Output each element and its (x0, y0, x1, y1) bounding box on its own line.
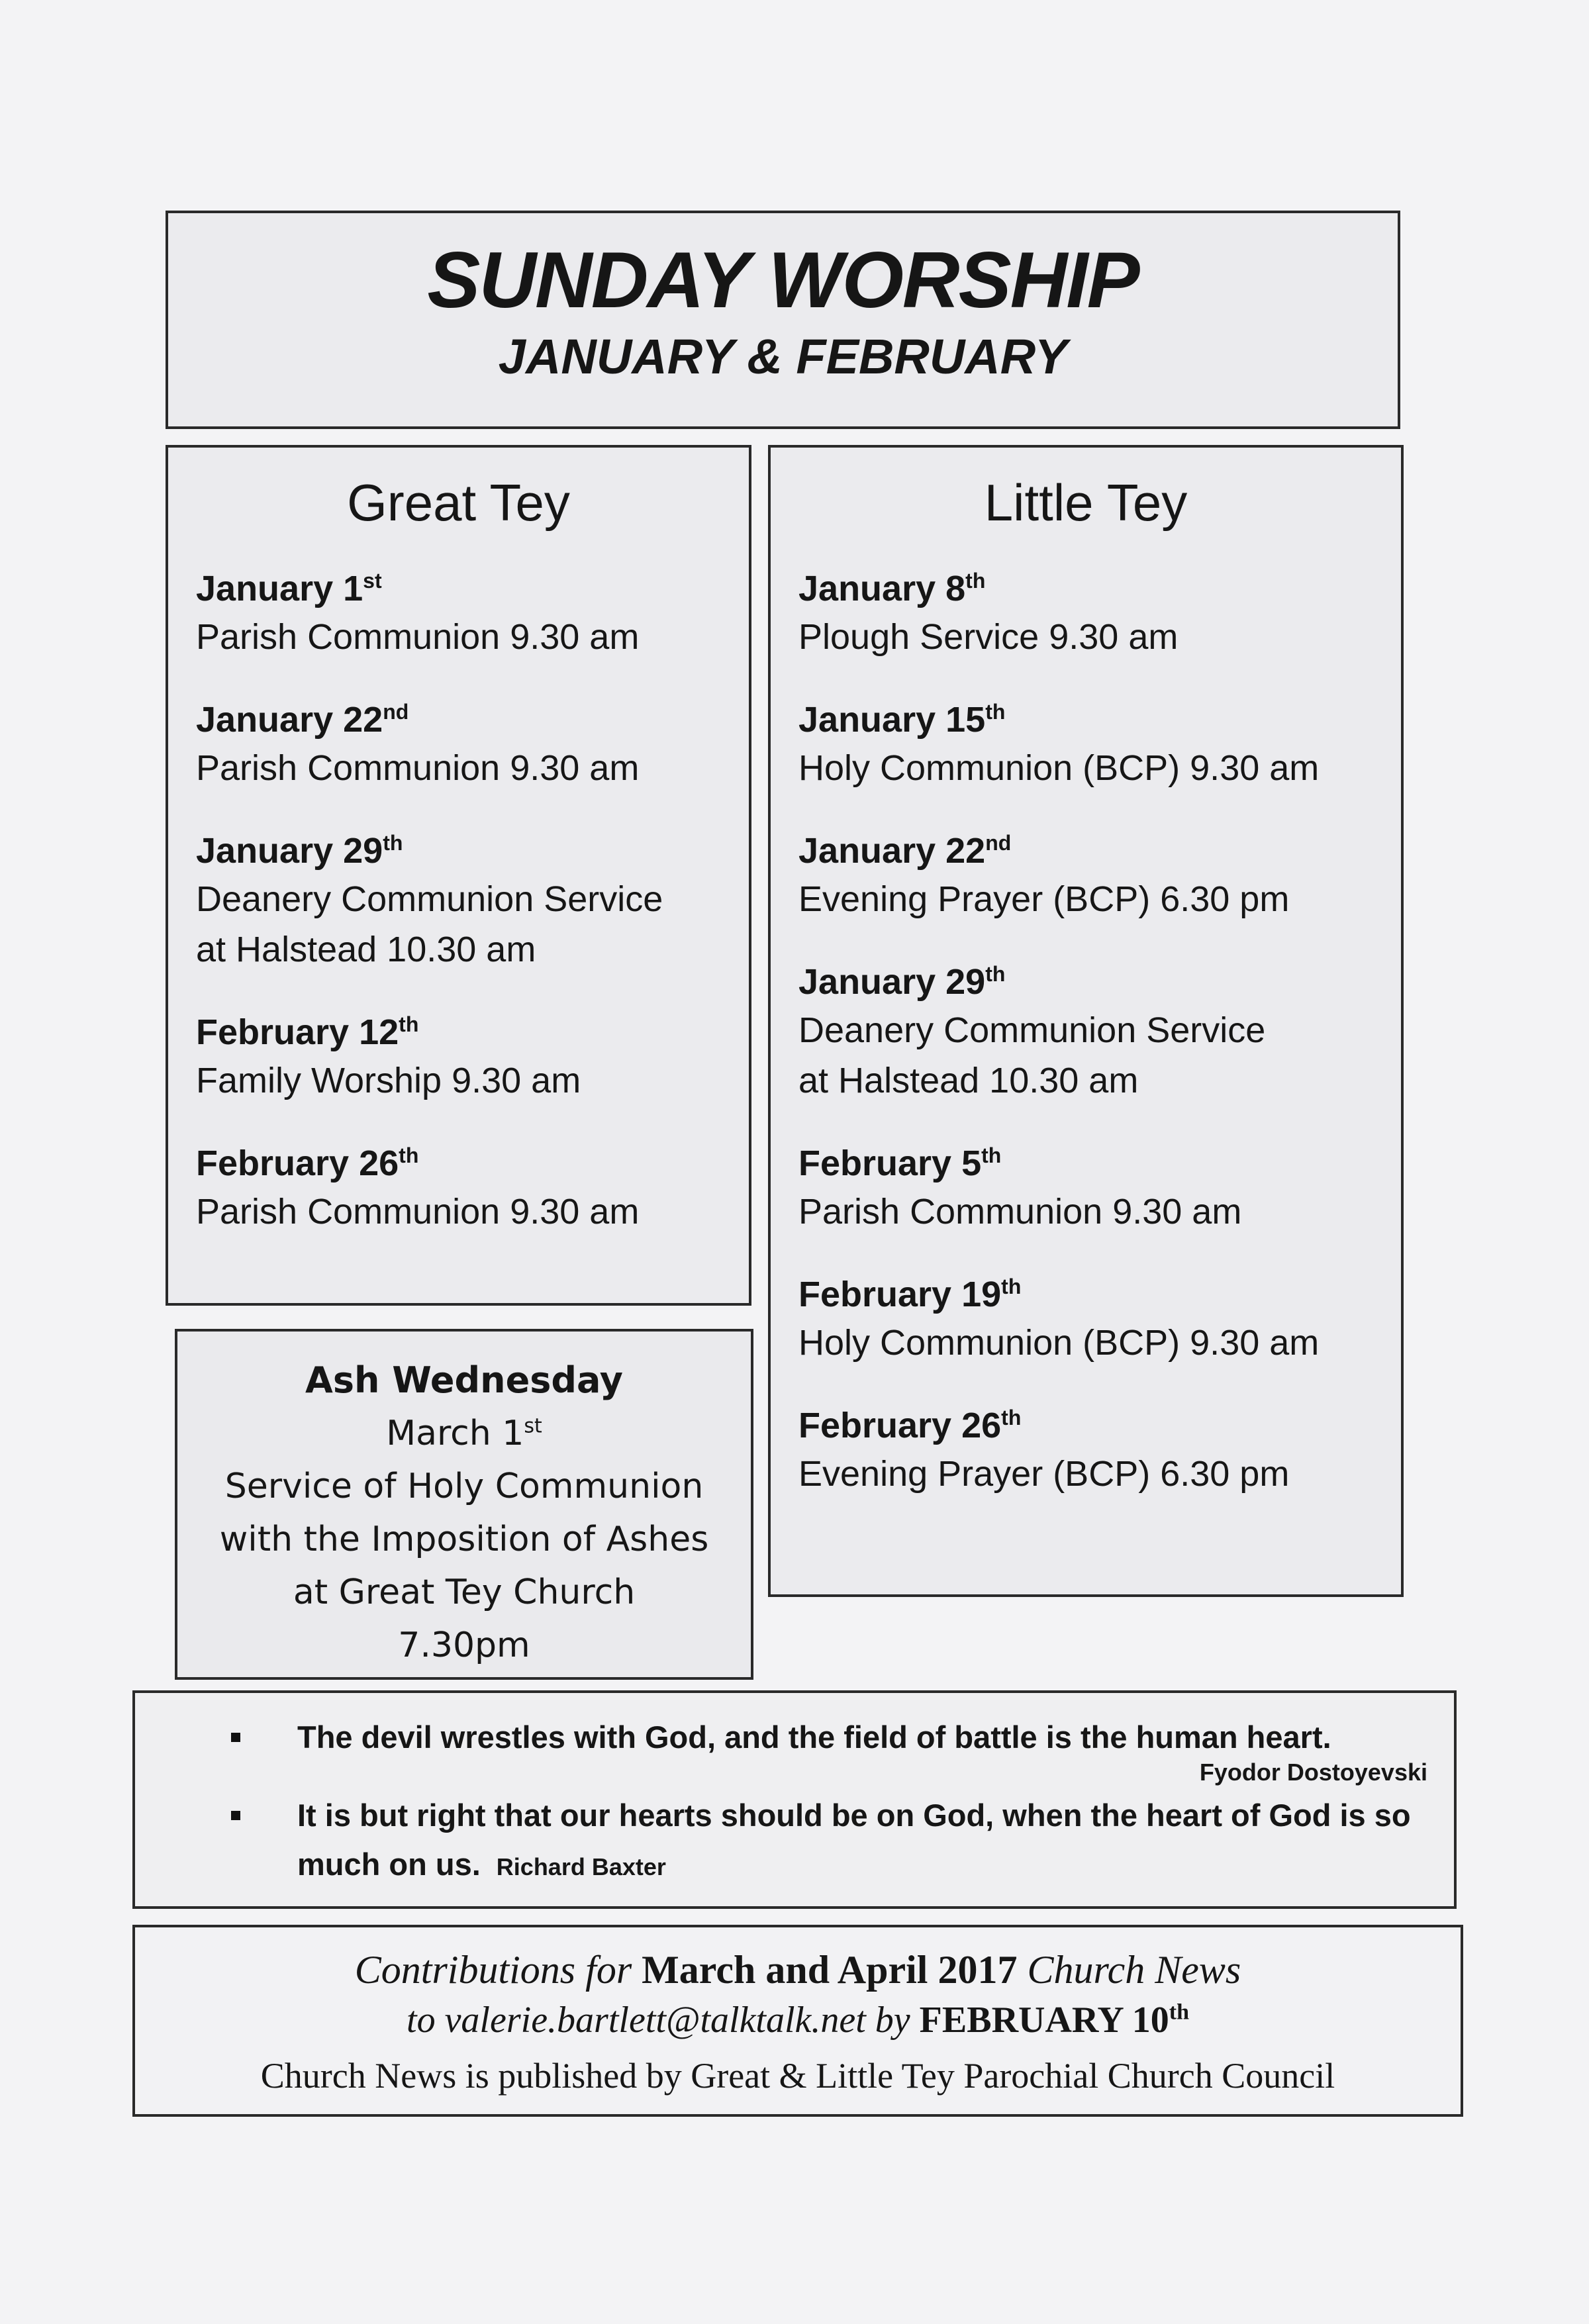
little-tey-heading: Little Tey (984, 473, 1188, 532)
service-item (196, 697, 749, 793)
service-date: February 26th (196, 1143, 419, 1183)
service-item (798, 697, 1401, 793)
service-date: January 8th (798, 569, 986, 608)
service-description: Deanery Communion Service (196, 879, 663, 919)
ash-wednesday-time: 7.30pm (398, 1625, 530, 1665)
ash-wednesday-panel (175, 1329, 753, 1680)
service-item (196, 828, 749, 975)
service-item (798, 1271, 1401, 1368)
great-tey-panel (166, 445, 751, 1306)
service-date: February 12th (196, 1012, 419, 1052)
service-item (196, 1140, 749, 1237)
title-panel (166, 211, 1400, 429)
ash-wednesday-line3: at Great Tey Church (293, 1573, 636, 1612)
bullet-icon (231, 1811, 240, 1820)
ash-wednesday-line1: Service of Holy Communion (224, 1467, 704, 1506)
service-item (798, 565, 1401, 662)
service-description: Deanery Communion Service (798, 1010, 1266, 1050)
service-item (798, 1402, 1401, 1499)
service-date: February 26th (798, 1406, 1022, 1445)
quote-list (135, 1713, 1454, 1889)
quotes-panel (132, 1690, 1457, 1909)
service-item (196, 565, 749, 662)
quote-item (135, 1713, 1454, 1787)
service-description: Holy Communion (BCP) 9.30 am (798, 1323, 1320, 1363)
quote-item (135, 1791, 1454, 1889)
service-description: Evening Prayer (BCP) 6.30 pm (798, 879, 1290, 919)
ash-wednesday-title: Ash Wednesday (305, 1359, 623, 1401)
service-date: January 22nd (196, 700, 409, 740)
service-date: January 1st (196, 569, 382, 608)
service-item (798, 1140, 1401, 1237)
service-description: Evening Prayer (BCP) 6.30 pm (798, 1454, 1290, 1494)
contributions-line2: to valerie.bartlett@talktalk.net by FEBRUARY 10th (407, 2000, 1189, 2041)
service-description: Parish Communion 9.30 am (196, 617, 640, 657)
little-tey-panel (768, 445, 1404, 1597)
service-date: February 5th (798, 1143, 1002, 1183)
service-date: February 19th (798, 1275, 1022, 1314)
quote-text: It is but right that our hearts should be on God, when the heart of God is so much on us. (297, 1798, 1411, 1882)
great-tey-heading: Great Tey (347, 473, 570, 532)
service-item (798, 959, 1401, 1106)
page-title: SUNDAY WORSHIP (427, 236, 1139, 324)
service-item (196, 1009, 749, 1106)
ash-wednesday-date: March 1st (386, 1414, 542, 1453)
service-description: Parish Communion 9.30 am (196, 748, 640, 788)
service-item (798, 828, 1401, 924)
service-location: at Halstead 10.30 am (798, 1061, 1139, 1100)
service-description: Holy Communion (BCP) 9.30 am (798, 748, 1320, 788)
ash-wednesday-line2: with the Imposition of Ashes (219, 1520, 709, 1559)
contributions-panel (132, 1925, 1463, 2117)
contributions-line1: Contributions for March and April 2017 Church News (354, 1948, 1241, 1992)
service-description: Parish Communion 9.30 am (798, 1192, 1242, 1232)
service-description: Parish Communion 9.30 am (196, 1192, 640, 1232)
quote-author: Richard Baxter (496, 1853, 666, 1880)
service-date: January 22nd (798, 831, 1012, 871)
service-date: January 29th (798, 962, 1006, 1002)
great-tey-service-list (168, 565, 749, 1237)
service-date: January 29th (196, 831, 403, 871)
service-description: Plough Service 9.30 am (798, 617, 1179, 657)
bullet-icon (231, 1733, 240, 1742)
service-date: January 15th (798, 700, 1006, 740)
little-tey-service-list (771, 565, 1401, 1499)
service-description: Family Worship 9.30 am (196, 1061, 581, 1100)
quote-text: The devil wrestles with God, and the field of battle is the human heart. (297, 1719, 1331, 1755)
quote-author: Fyodor Dostoyevski (1199, 1759, 1427, 1786)
page-subtitle: JANUARY & FEBRUARY (498, 329, 1068, 384)
publisher-note: Church News is published by Great & Little Tey Parochial Church Council (260, 2056, 1335, 2096)
service-location: at Halstead 10.30 am (196, 930, 536, 969)
